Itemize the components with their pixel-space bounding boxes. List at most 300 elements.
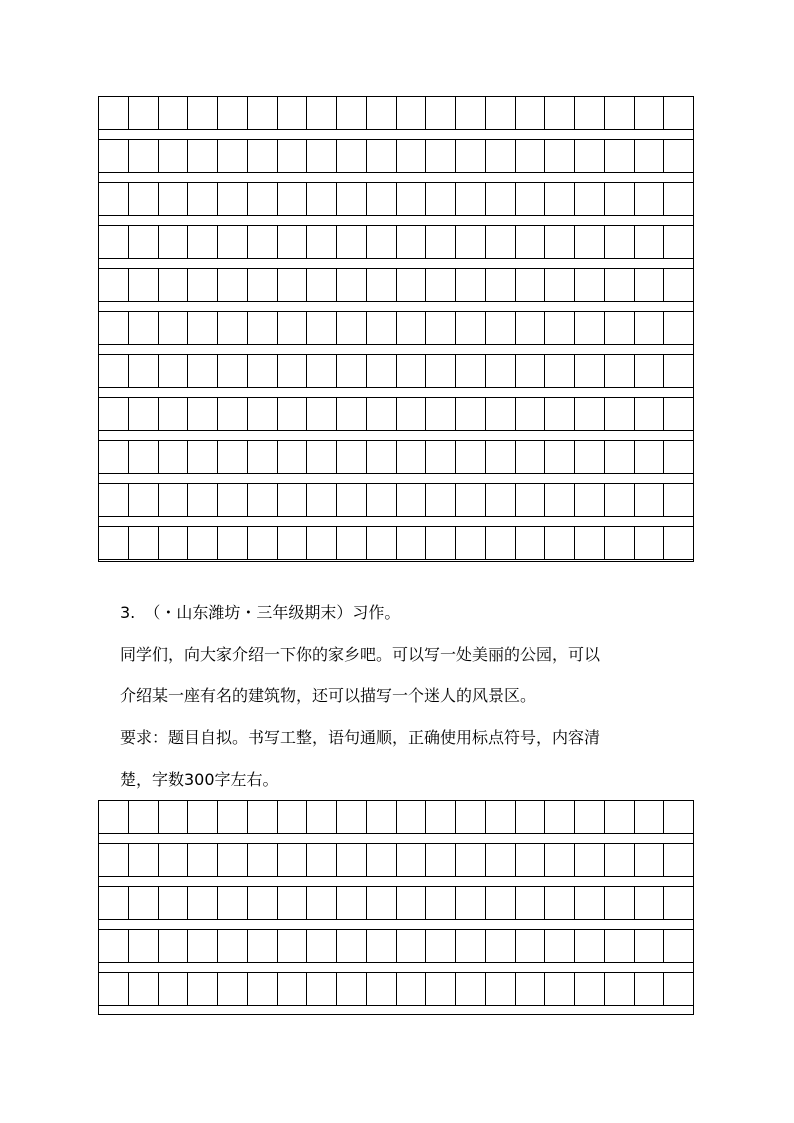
requirement-line-1: 要求：题目自拟。书写工整，语句通顺，正确使用标点符号，内容清 [120, 728, 601, 747]
grid-cell [635, 973, 665, 1005]
grid-cell [159, 183, 189, 215]
grid-cell [605, 312, 635, 344]
grid-cell [397, 973, 427, 1005]
prompt-line-1: 同学们，向大家介绍一下你的家乡吧。可以写一处美丽的公园，可以 [120, 645, 601, 664]
grid-row [99, 311, 693, 345]
grid-cell [278, 887, 308, 919]
grid-cell [307, 973, 337, 1005]
grid-cell [188, 355, 218, 387]
grid-cell [248, 973, 278, 1005]
grid-cell [397, 398, 427, 430]
grid-cell [218, 97, 248, 129]
grid-cell [99, 527, 129, 559]
grid-cell [337, 930, 367, 962]
grid-cell [159, 398, 189, 430]
grid-cell [248, 527, 278, 559]
question-number: 3. [120, 603, 136, 622]
grid-cell [397, 226, 427, 258]
grid-cell [635, 887, 665, 919]
grid-cell [337, 226, 367, 258]
grid-cell [337, 398, 367, 430]
grid-cell [337, 97, 367, 129]
grid-cell [248, 269, 278, 301]
grid-cell [486, 887, 516, 919]
grid-cell [278, 183, 308, 215]
grid-cell [337, 844, 367, 876]
grid-cell [248, 801, 278, 833]
grid-row [99, 800, 693, 834]
grid-cell [337, 973, 367, 1005]
grid-cell [367, 398, 397, 430]
grid-cell [486, 973, 516, 1005]
grid-cell [129, 484, 159, 516]
grid-cell [129, 527, 159, 559]
grid-cell [99, 269, 129, 301]
grid-cell [337, 183, 367, 215]
grid-cell [248, 398, 278, 430]
grid-cell [605, 269, 635, 301]
grid-cell [545, 441, 575, 473]
grid-cell [605, 398, 635, 430]
grid-row [99, 843, 693, 877]
grid-cell [159, 801, 189, 833]
grid-cell [456, 973, 486, 1005]
grid-cell [159, 355, 189, 387]
grid-cell [456, 183, 486, 215]
grid-cell [456, 844, 486, 876]
grid-cell [367, 484, 397, 516]
grid-cell [337, 312, 367, 344]
grid-cell [188, 441, 218, 473]
grid-cell [605, 973, 635, 1005]
grid-cell [635, 441, 665, 473]
grid-cell [545, 398, 575, 430]
grid-cell [397, 887, 427, 919]
grid-cell [456, 930, 486, 962]
grid-cell [397, 527, 427, 559]
grid-cell [278, 226, 308, 258]
grid-cell [397, 441, 427, 473]
grid-cell [218, 973, 248, 1005]
grid-cell [456, 355, 486, 387]
grid-cell [188, 312, 218, 344]
grid-cell [456, 140, 486, 172]
grid-cell [486, 844, 516, 876]
grid-cell [426, 973, 456, 1005]
grid-cell [367, 973, 397, 1005]
writing-grid-bottom [98, 800, 694, 1015]
grid-cell [605, 930, 635, 962]
grid-cell [545, 844, 575, 876]
grid-cell [635, 844, 665, 876]
grid-row [99, 440, 693, 474]
grid-cell [129, 887, 159, 919]
grid-cell [605, 801, 635, 833]
grid-cell [129, 930, 159, 962]
grid-cell [664, 269, 693, 301]
grid-cell [635, 484, 665, 516]
grid-cell [159, 97, 189, 129]
grid-cell [575, 441, 605, 473]
grid-cell [486, 801, 516, 833]
grid-cell [307, 441, 337, 473]
grid-cell [426, 887, 456, 919]
grid-cell [367, 844, 397, 876]
grid-row [99, 886, 693, 920]
grid-cell [426, 441, 456, 473]
grid-cell [426, 801, 456, 833]
grid-cell [426, 527, 456, 559]
grid-cell [367, 441, 397, 473]
grid-cell [575, 887, 605, 919]
grid-cell [575, 183, 605, 215]
grid-cell [159, 887, 189, 919]
grid-cell [516, 484, 546, 516]
grid-cell [129, 183, 159, 215]
grid-cell [605, 97, 635, 129]
writing-grid-top [98, 96, 694, 562]
grid-cell [545, 355, 575, 387]
grid-cell [218, 355, 248, 387]
grid-cell [635, 355, 665, 387]
grid-cell [426, 398, 456, 430]
grid-cell [605, 527, 635, 559]
grid-row [99, 354, 693, 388]
grid-cell [99, 398, 129, 430]
grid-cell [307, 97, 337, 129]
grid-cell [516, 226, 546, 258]
grid-cell [218, 441, 248, 473]
grid-row [99, 268, 693, 302]
grid-cell [218, 312, 248, 344]
grid-cell [99, 930, 129, 962]
grid-row [99, 139, 693, 173]
grid-cell [545, 801, 575, 833]
grid-cell [188, 269, 218, 301]
grid-cell [129, 441, 159, 473]
grid-cell [159, 930, 189, 962]
grid-cell [575, 97, 605, 129]
grid-cell [635, 398, 665, 430]
grid-cell [605, 355, 635, 387]
grid-cell [99, 226, 129, 258]
grid-cell [664, 398, 693, 430]
grid-cell [337, 527, 367, 559]
grid-cell [575, 484, 605, 516]
grid-cell [397, 97, 427, 129]
grid-cell [575, 527, 605, 559]
grid-cell [664, 183, 693, 215]
grid-cell [575, 226, 605, 258]
grid-cell [664, 973, 693, 1005]
grid-cell [159, 441, 189, 473]
grid-cell [218, 398, 248, 430]
grid-cell [486, 183, 516, 215]
grid-cell [575, 269, 605, 301]
grid-cell [248, 140, 278, 172]
grid-cell [426, 183, 456, 215]
grid-cell [545, 527, 575, 559]
grid-cell [664, 312, 693, 344]
grid-cell [278, 441, 308, 473]
grid-cell [456, 801, 486, 833]
grid-cell [367, 887, 397, 919]
grid-cell [486, 312, 516, 344]
grid-cell [129, 355, 159, 387]
grid-cell [367, 97, 397, 129]
grid-cell [575, 844, 605, 876]
grid-cell [397, 844, 427, 876]
grid-row [99, 526, 693, 560]
grid-cell [516, 973, 546, 1005]
question-source: （・山东潍坊・三年级期末）习作。 [144, 603, 401, 622]
grid-cell [605, 844, 635, 876]
grid-cell [307, 312, 337, 344]
grid-cell [99, 355, 129, 387]
grid-cell [99, 887, 129, 919]
grid-cell [188, 844, 218, 876]
grid-cell [516, 140, 546, 172]
grid-cell [188, 801, 218, 833]
grid-cell [545, 97, 575, 129]
grid-cell [337, 801, 367, 833]
grid-cell [605, 441, 635, 473]
grid-cell [367, 140, 397, 172]
grid-cell [307, 226, 337, 258]
grid-cell [99, 312, 129, 344]
grid-cell [456, 398, 486, 430]
grid-cell [545, 226, 575, 258]
grid-cell [188, 930, 218, 962]
grid-cell [456, 887, 486, 919]
grid-cell [545, 183, 575, 215]
grid-cell [188, 484, 218, 516]
grid-cell [664, 97, 693, 129]
grid-cell [397, 183, 427, 215]
grid-cell [337, 441, 367, 473]
grid-cell [248, 355, 278, 387]
grid-row [99, 397, 693, 431]
grid-cell [397, 484, 427, 516]
grid-cell [278, 355, 308, 387]
grid-cell [516, 398, 546, 430]
grid-cell [218, 527, 248, 559]
grid-cell [188, 140, 218, 172]
grid-cell [278, 801, 308, 833]
grid-cell [159, 269, 189, 301]
grid-cell [159, 527, 189, 559]
grid-cell [635, 140, 665, 172]
grid-cell [248, 97, 278, 129]
grid-cell [248, 183, 278, 215]
grid-cell [397, 140, 427, 172]
grid-cell [307, 844, 337, 876]
grid-cell [278, 312, 308, 344]
grid-cell [545, 484, 575, 516]
grid-cell [426, 844, 456, 876]
grid-cell [575, 973, 605, 1005]
grid-row [99, 225, 693, 259]
grid-cell [575, 355, 605, 387]
grid-cell [218, 484, 248, 516]
grid-cell [188, 887, 218, 919]
grid-cell [635, 226, 665, 258]
grid-cell [307, 269, 337, 301]
grid-cell [486, 97, 516, 129]
grid-cell [664, 140, 693, 172]
grid-cell [218, 930, 248, 962]
grid-cell [575, 312, 605, 344]
grid-cell [278, 527, 308, 559]
grid-cell [426, 930, 456, 962]
grid-cell [218, 844, 248, 876]
grid-cell [486, 140, 516, 172]
grid-cell [664, 484, 693, 516]
grid-cell [397, 930, 427, 962]
grid-cell [426, 355, 456, 387]
grid-cell [545, 312, 575, 344]
grid-cell [516, 844, 546, 876]
grid-cell [218, 226, 248, 258]
grid-cell [426, 269, 456, 301]
grid-cell [486, 269, 516, 301]
grid-cell [99, 484, 129, 516]
grid-cell [426, 484, 456, 516]
grid-row [99, 483, 693, 517]
grid-cell [248, 484, 278, 516]
grid-cell [516, 930, 546, 962]
grid-cell [307, 527, 337, 559]
grid-cell [397, 312, 427, 344]
grid-cell [188, 973, 218, 1005]
grid-cell [635, 312, 665, 344]
grid-cell [129, 312, 159, 344]
grid-cell [129, 844, 159, 876]
grid-cell [635, 97, 665, 129]
grid-cell [516, 312, 546, 344]
grid-cell [605, 226, 635, 258]
grid-cell [278, 269, 308, 301]
grid-cell [664, 844, 693, 876]
grid-cell [218, 801, 248, 833]
grid-cell [635, 930, 665, 962]
grid-cell [456, 226, 486, 258]
grid-cell [486, 484, 516, 516]
grid-cell [307, 887, 337, 919]
grid-cell [545, 930, 575, 962]
grid-cell [664, 527, 693, 559]
grid-cell [664, 355, 693, 387]
grid-cell [516, 441, 546, 473]
grid-cell [99, 801, 129, 833]
grid-cell [516, 801, 546, 833]
grid-cell [575, 930, 605, 962]
grid-cell [545, 140, 575, 172]
grid-cell [367, 183, 397, 215]
grid-cell [664, 887, 693, 919]
grid-cell [367, 930, 397, 962]
grid-cell [605, 183, 635, 215]
grid-cell [99, 97, 129, 129]
grid-cell [188, 183, 218, 215]
grid-cell [129, 973, 159, 1005]
grid-cell [248, 887, 278, 919]
grid-cell [307, 183, 337, 215]
grid-cell [605, 140, 635, 172]
grid-cell [397, 269, 427, 301]
grid-cell [486, 398, 516, 430]
grid-cell [307, 140, 337, 172]
grid-cell [426, 140, 456, 172]
grid-cell [516, 269, 546, 301]
grid-cell [307, 355, 337, 387]
grid-cell [397, 355, 427, 387]
grid-cell [605, 887, 635, 919]
grid-cell [516, 887, 546, 919]
grid-cell [159, 844, 189, 876]
grid-cell [456, 312, 486, 344]
grid-cell [129, 140, 159, 172]
grid-cell [129, 226, 159, 258]
grid-cell [635, 527, 665, 559]
grid-cell [99, 441, 129, 473]
grid-cell [129, 398, 159, 430]
grid-cell [575, 398, 605, 430]
grid-cell [486, 226, 516, 258]
grid-cell [248, 312, 278, 344]
grid-cell [278, 844, 308, 876]
grid-cell [367, 355, 397, 387]
grid-cell [278, 484, 308, 516]
grid-cell [278, 398, 308, 430]
grid-cell [635, 183, 665, 215]
grid-cell [188, 527, 218, 559]
grid-cell [337, 269, 367, 301]
grid-cell [99, 973, 129, 1005]
grid-cell [129, 801, 159, 833]
grid-cell [664, 930, 693, 962]
grid-cell [545, 887, 575, 919]
grid-cell [635, 801, 665, 833]
grid-cell [99, 140, 129, 172]
grid-cell [486, 930, 516, 962]
grid-cell [307, 801, 337, 833]
requirement-line-2: 楚，字数300字左右。 [120, 770, 279, 789]
grid-cell [367, 801, 397, 833]
grid-cell [397, 801, 427, 833]
grid-cell [575, 801, 605, 833]
grid-cell [486, 441, 516, 473]
grid-cell [545, 973, 575, 1005]
grid-row [99, 96, 693, 130]
grid-cell [248, 844, 278, 876]
grid-cell [129, 269, 159, 301]
grid-cell [218, 887, 248, 919]
grid-cell [456, 441, 486, 473]
grid-cell [664, 226, 693, 258]
grid-cell [337, 887, 367, 919]
grid-cell [307, 484, 337, 516]
grid-cell [486, 355, 516, 387]
grid-cell [159, 973, 189, 1005]
grid-cell [248, 226, 278, 258]
grid-cell [605, 484, 635, 516]
grid-cell [307, 398, 337, 430]
grid-cell [337, 140, 367, 172]
grid-row [99, 929, 693, 963]
grid-cell [278, 930, 308, 962]
grid-cell [635, 269, 665, 301]
